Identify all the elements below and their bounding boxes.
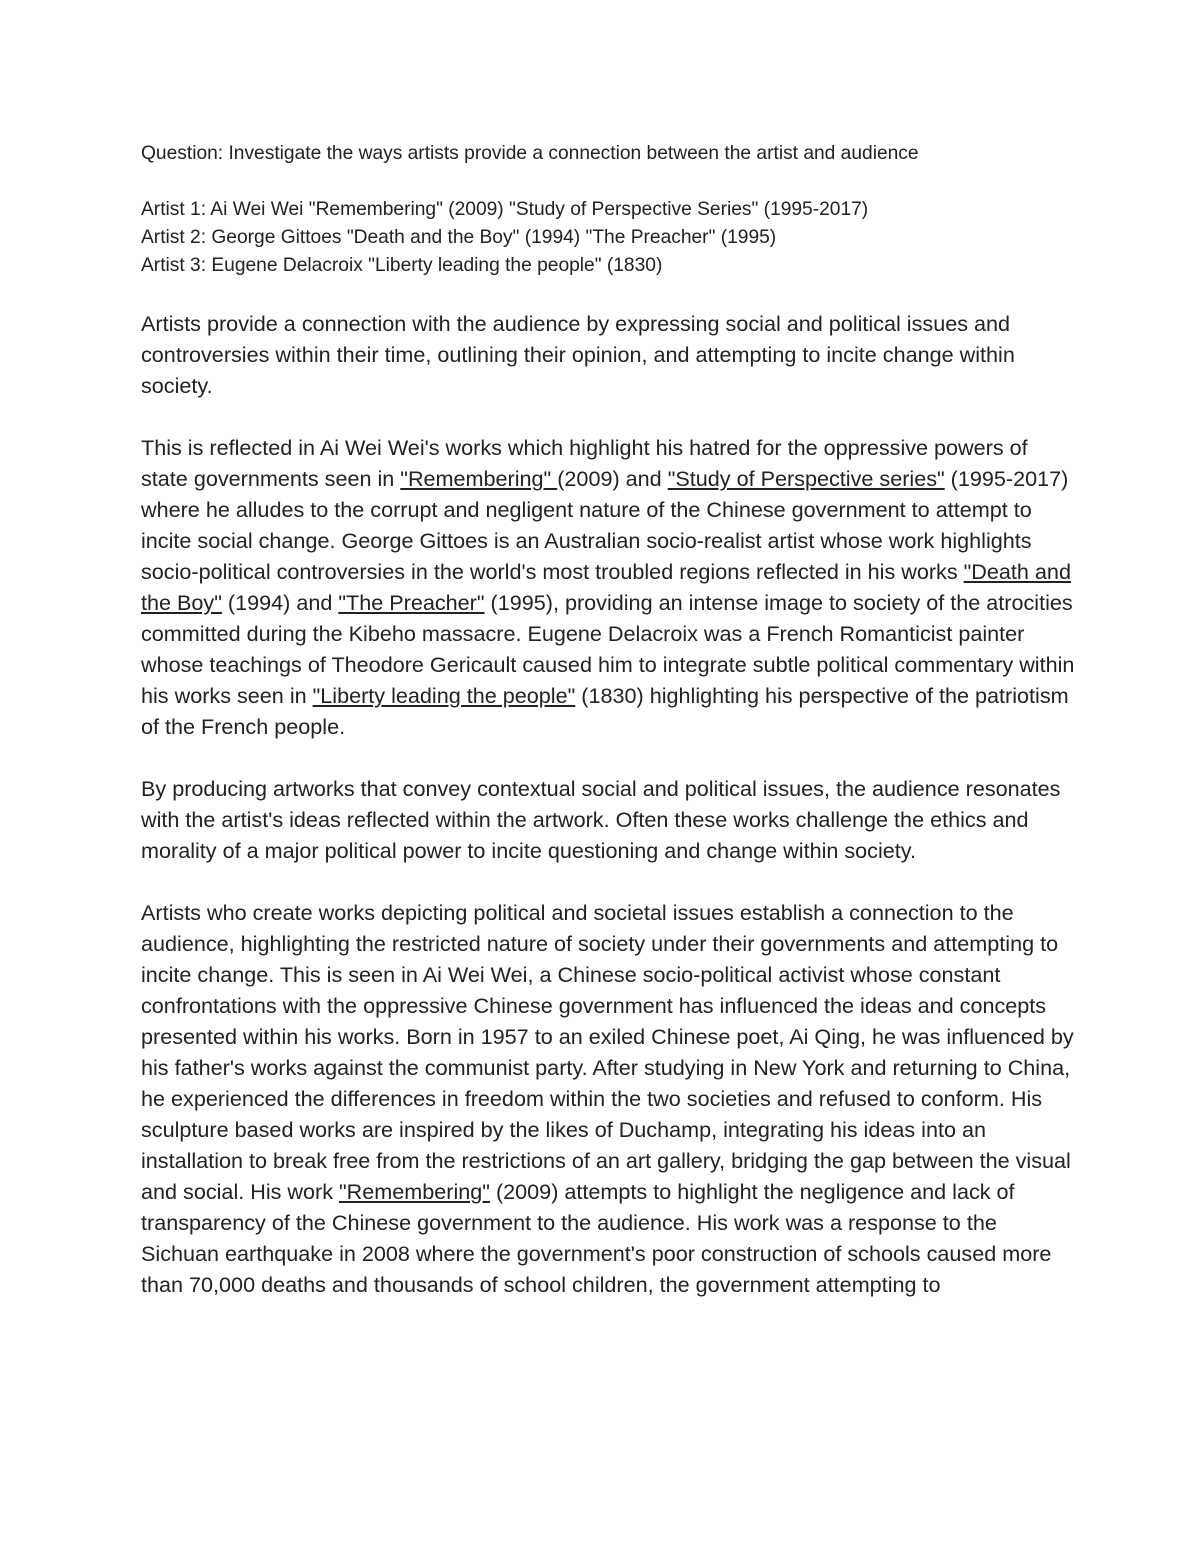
spacer (141, 401, 1076, 432)
link-death-and-the-boy[interactable]: "Death and the Boy" (141, 559, 1071, 615)
spacer (141, 866, 1076, 897)
spacer (141, 742, 1076, 773)
link-remembering[interactable]: "Remembering" (400, 466, 558, 491)
spacer (141, 168, 1076, 196)
artist-line-2: Artist 2: George Gittoes "Death and the Boy" (1994) "The Preacher" (1995) (141, 227, 777, 248)
paragraph-artists-overview (141, 432, 1076, 742)
paragraph-text: (1994) and (221, 590, 339, 615)
paragraph-text: (1995), providing an intense image to society of the atrocities committed during the Kibeho massacre. Eugene Delacroix was a French Romanticist painter whose teachings of Theodore Gericault caused him to integrate subtle political commentary within his works seen in (141, 590, 1075, 708)
paragraph-text: (1830) highlighting his perspective of the patriotism of the French people. (141, 683, 1069, 739)
link-liberty-leading-the-people[interactable]: "Liberty leading the people" (312, 683, 576, 708)
artist-line-1: Artist 1: Ai Wei Wei "Remembering" (2009) "Study of Perspective Series" (1995-2017) (141, 199, 869, 220)
paragraph-contextual-issues: By producing artworks that convey contextual social and political issues, the audience resonates with the artist's ideas reflected within the artwork. Often these works challenge the ethics and morality of a major political power to incite questioning and change within society. (141, 776, 1061, 863)
paragraph-text: (2009) and (557, 466, 668, 491)
link-remembering[interactable]: "Remembering" (339, 1179, 490, 1204)
link-the-preacher[interactable]: "The Preacher" (338, 590, 485, 615)
document-page (141, 140, 1076, 1300)
paragraph-ai-wei-wei (141, 897, 1076, 1300)
spacer (141, 280, 1076, 308)
paragraph-text: This is reflected in Ai Wei Wei's works which highlight his hatred for the oppressive powers of state governments seen in (141, 435, 1028, 491)
question-line: Question: Investigate the ways artists provide a connection between the artist and audience (141, 143, 919, 164)
paragraph-text: (2009) attempts to highlight the negligence and lack of transparency of the Chinese government to the audience. His work was a response to the Sichuan earthquake in 2008 where the government's poor construction of schools caused more than 70,000 deaths and thousands of school children, the government attempting to (141, 1179, 1052, 1297)
link-study-of-perspective[interactable]: "Study of Perspective series" (667, 466, 945, 491)
paragraph-text: (1995-2017) where he alludes to the corrupt and negligent nature of the Chinese government to attempt to incite social change. George Gittoes is an Australian socio-realist artist whose work highlights socio-political controversies in the world's most troubled regions reflected in his works (141, 466, 1069, 584)
artist-line-3: Artist 3: Eugene Delacroix "Liberty leading the people" (1830) (141, 255, 663, 276)
intro-paragraph: Artists provide a connection with the audience by expressing social and political issues and controversies within their time, outlining their opinion, and attempting to incite change within society. (141, 311, 1015, 398)
paragraph-text: Artists who create works depicting political and societal issues establish a connection to the audience, highlighting the restricted nature of society under their governments and attempting to incite change. This is seen in Ai Wei Wei, a Chinese socio-political activist whose constant confrontations with the oppressive Chinese government has influenced the ideas and concepts presented within his works. Born in 1957 to an exiled Chinese poet, Ai Qing, he was influenced by his father's works against the communist party. After studying in New York and returning to China, he experienced the differences in freedom within the two societies and refused to conform. His sculpture based works are inspired by the likes of Duchamp, integrating his ideas into an installation to break free from the restrictions of an art gallery, bridging the gap between the visual and social. His work (141, 900, 1074, 1204)
